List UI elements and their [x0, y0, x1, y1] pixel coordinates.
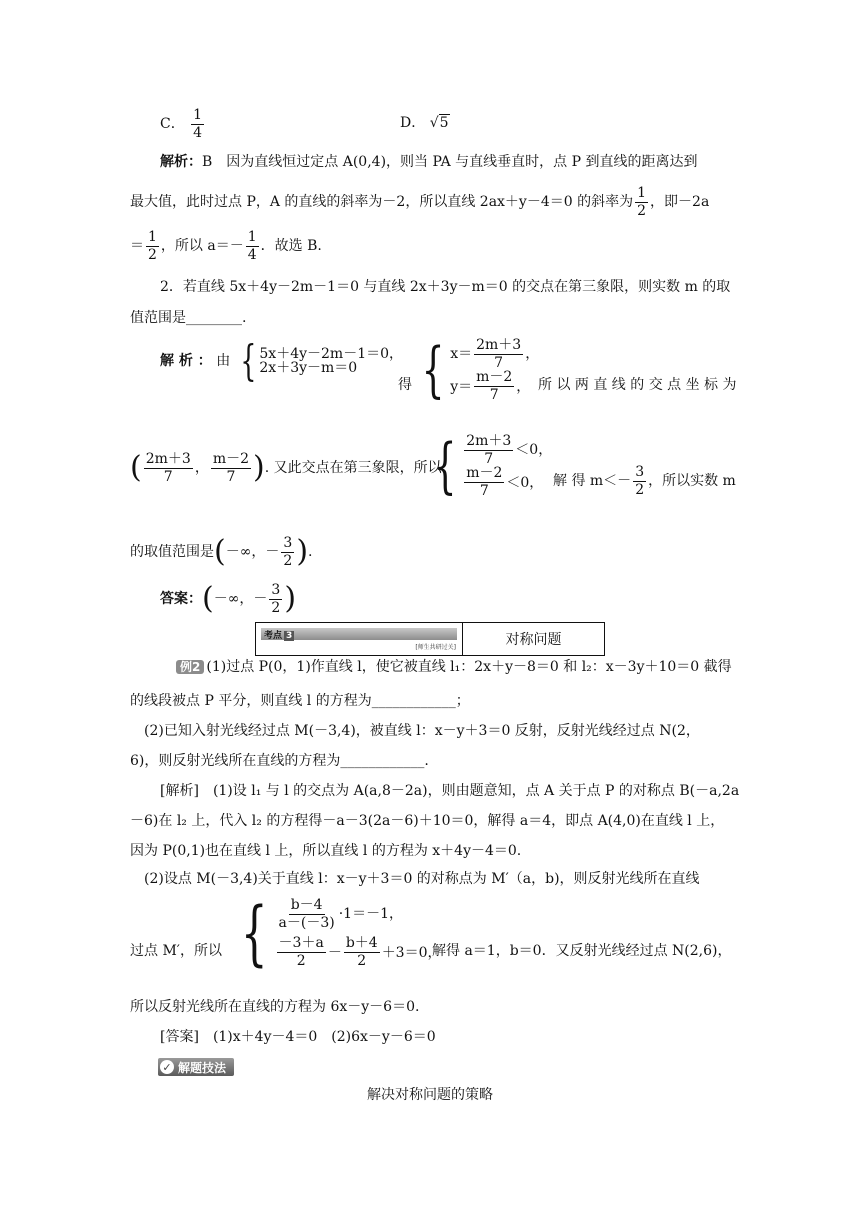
- kaodian-title: 对称问题: [505, 632, 562, 648]
- q2-solution-system: { x＝ $\frac{2m+3}{7}$ ， y＝ $\frac{m-2}{7}$ ，: [421, 335, 540, 406]
- q2-inequality-system: { $\frac{2m+3}{7}$ ＜0， $\frac{m-2}{7}$ ＜0，: [433, 431, 553, 502]
- example-line4: 6)，则反射光线所在直线的方程为____________.: [130, 753, 429, 769]
- solution-line1: [解析] (1)设 l₁ 与 l 的交点为 A(a,8－2a)，则由题意知，点 A 关于点 P 的对称点 B(－a,2a: [160, 783, 740, 799]
- example-line2: 的线段被点 P 平分，则直线 l 的方程为____________；: [130, 693, 470, 709]
- skill-badge: ✓ 解题技法: [158, 1058, 234, 1076]
- q2-stem-line1: 2．若直线 5x＋4y－2m－1＝0 与直线 2x＋3y－m＝0 的交点在第三象限，则实数 m 的取: [160, 279, 731, 295]
- solution-s2b-pre: 过点 M′，所以: [130, 943, 222, 959]
- strategy-title: 解决对称问题的策略: [367, 1087, 493, 1103]
- q1-analysis-line2: 最大值，此时过点 P，A 的直线的斜率为－2，所以直线 2ax＋y－4＝0 的斜率为 $\frac{1}{2}$ ，即－2a: [130, 185, 710, 219]
- q2-coord-row: ( $\frac{2m+3}{7}$ ， $\frac{m-2}{7}$ ) . 又此交点在第三象限，所以: [130, 450, 442, 486]
- kaodian-header: [255, 622, 605, 656]
- equation-system: { 5x＋4y－2m－1＝0， 2x＋3y－m＝0: [240, 336, 404, 385]
- kaodian-subtitle: [师生共研过关]: [415, 644, 456, 651]
- answer-line: [答案] (1)x＋4y－4＝0 (2)6x－y－6＝0: [160, 1029, 436, 1045]
- solution-line6: 所以反射光线所在直线的方程为 6x－y－6＝0.: [130, 999, 420, 1015]
- q2-get: 得: [398, 377, 412, 393]
- q2-so-coord: 所 以 两 直 线 的 交 点 坐 标 为: [538, 377, 737, 393]
- option-c-fraction: $\frac{1}{4}$: [193, 107, 203, 141]
- kaodian-tag: 考点 3: [264, 631, 293, 641]
- example-line3: (2)已知入射光线经过点 M(－3,4)，被直线 l：x－y＋3＝0 反射，反射光线经过点 N(2，: [144, 723, 700, 739]
- option-c: C． $\frac{1}{4}$: [160, 107, 203, 141]
- solution-line2: －6)在 l₂ 上，代入 l₂ 的方程得－a－3(2a－6)＋10＝0，解得 a＝4，即点 A(4,0)在直线 l 上，: [130, 813, 725, 829]
- q2-analysis-row1: 解 析 ： 由 { 5x＋4y－2m－1＝0， 2x＋3y－m＝0: [160, 336, 404, 385]
- solution-system: { $\frac{b-4}{a-(-3)}$ ·1＝－1， $\frac{-3+a}{2}$ － $\frac{b+4}{2}$ ＋3＝0，: [240, 892, 442, 975]
- solution-s2b-post: 解得 a＝1，b＝0．又反射光线经过点 N(2,6)，: [432, 943, 732, 959]
- example-badge: 例2: [176, 660, 204, 674]
- example-line1: 例2 (1)过点 P(0，1)作直线 l，使它被直线 l₁：2x＋y－8＝0 和 l₂：x－3y＋10＝0 截得: [176, 660, 732, 674]
- option-d: D． √5: [400, 115, 449, 131]
- check-icon: ✓: [160, 1060, 174, 1074]
- solution-line3: 因为 P(0,1)也在直线 l 上，所以直线 l 的方程为 x＋4y－4＝0.: [130, 843, 522, 859]
- q1-analysis-line1: 解析：B 因为直线恒过定点 A(0,4)，则当 PA 与直线垂直时，点 P 到直线的距离达到: [160, 154, 698, 170]
- q2-answer: 答案： ( －∞，－ $\frac{3}{2}$ ): [160, 581, 297, 617]
- solution-line4: (2)设点 M(－3,4)关于直线 l：x－y＋3＝0 的对称点为 M′（a，b)，则反射光线所在直线: [144, 871, 700, 887]
- q2-range: 的取值范围是 ( －∞，－ $\frac{3}{2}$ ) .: [130, 534, 313, 570]
- sqrt-symbol: √5: [429, 115, 449, 131]
- q1-analysis-line3: ＝ $\frac{1}{2}$ ，所以 a＝－ $\frac{1}{4}$ ．故选 B.: [130, 229, 322, 263]
- q2-stem-line2: 值范围是________.: [130, 310, 247, 326]
- q2-solve: 解 得 m＜－ $\frac{3}{2}$ ，所以实数 m: [553, 464, 736, 498]
